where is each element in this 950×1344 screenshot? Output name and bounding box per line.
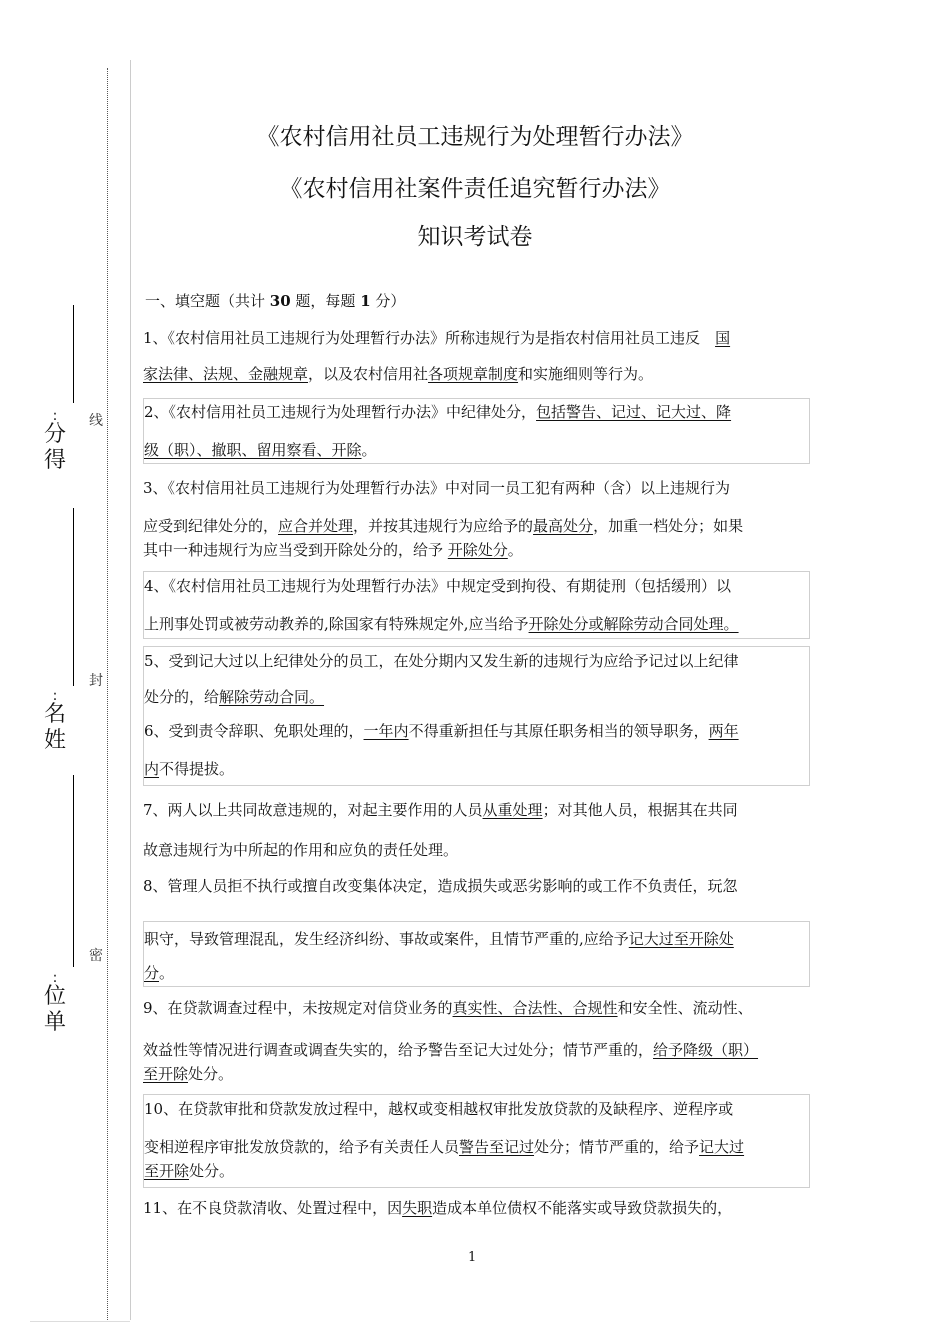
- margin-border-line: [130, 60, 131, 1320]
- title-line-3: 知识考试卷: [417, 224, 533, 250]
- seal-char-secret: 密: [89, 948, 103, 964]
- question-5: 5、受到记大过以上纪律处分的员工，在处分期内又发生新的违规行为应给予记过以上纪律 处分的，给解除劳动合同。: [144, 652, 739, 706]
- seal-char-line: 线: [89, 413, 103, 429]
- question-6: 6、受到责令辞职、免职处理的，一年内不得重新担任与其原任职务相当的领导职务，两年 内不得提拔。: [144, 722, 739, 778]
- score-label: : 分得: [43, 408, 66, 473]
- margin-bottom-line: [30, 1321, 130, 1322]
- title-line-2: 《农村信用社案件责任追究暂行办法》: [279, 176, 671, 202]
- question-9: 9、在贷款调查过程中，未按规定对信贷业务的真实性、合法性、合规性和安全性、流动性、 效益性等情况进行调查或调查失实的，给予警告至记大过处分；情节严重的，给予降级（职） 至开除处分。: [143, 999, 759, 1083]
- page-number: 1: [468, 1250, 477, 1265]
- question-8-box: 职守，导致管理混乱，发生经济纠纷、事故或案件，且情节严重的,应给予记大过至开除处 分。: [143, 921, 810, 987]
- unit-write-line: [73, 775, 74, 967]
- questions-5-6-box: [143, 646, 810, 786]
- question-11: 11、在不良贷款清收、处置过程中，因失职造成本单位债权不能落实或导致贷款损失的，: [143, 1199, 733, 1217]
- seal-char-seal: 封: [89, 673, 103, 689]
- name-write-line: [73, 508, 74, 686]
- question-4: 4、《农村信用社员工违规行为处理暂行办法》中规定受到拘役、有期徒刑（包括缓刑）以 上刑事处罚或被劳动教养的,除国家有特殊规定外,应当给予开除处分或解除劳动合同处理。: [143, 571, 810, 639]
- question-10: 10、在贷款审批和贷款发放过程中，越权或变相越权审批发放贷款的及缺程序、逆程序或 变相逆程序审批发放贷款的，给予有关责任人员警告至记过处分；情节严重的，给予记大过 至开除处分。: [143, 1094, 810, 1188]
- binding-margin: [0, 0, 135, 1344]
- title-line-1: 《农村信用社员工违规行为处理暂行办法》: [256, 124, 694, 150]
- name-label: : 名姓: [43, 688, 66, 753]
- question-8: 8、管理人员拒不执行或擅自改变集体决定，造成损失或恶劣影响的或工作不负责任，玩忽: [143, 877, 738, 895]
- question-7: 7、两人以上共同故意违规的，对起主要作用的人员从重处理；对其他人员，根据其在共同 故意违规行为中所起的作用和应负的责任处理。: [143, 801, 738, 859]
- cut-line-dotted: [107, 68, 108, 1320]
- section-heading: 一、填空题（共计 30 题，每题 1 分）: [145, 292, 406, 310]
- question-1: 1、《农村信用社员工违规行为处理暂行办法》所称违规行为是指农村信用社员工违反 国 家法律、法规、金融规章，以及农村信用社各项规章制度和实施细则等行为。: [143, 329, 731, 383]
- question-3: 3、《农村信用社员工违规行为处理暂行办法》中对同一员工犯有两种（含）以上违规行为 应受到纪律处分的，应合并处理，并按其违规行为应给予的最高处分，加重一档处分；如果 其中一种违规行为应当受到开除处分的，给予 开除处分。: [143, 479, 744, 559]
- score-write-line: [73, 305, 74, 403]
- question-2: 2、《农村信用社员工违规行为处理暂行办法》中纪律处分，包括警告、记过、记大过、降 级（职）、撤职、留用察看、开除。: [143, 398, 810, 464]
- unit-label: : 位单: [43, 970, 66, 1035]
